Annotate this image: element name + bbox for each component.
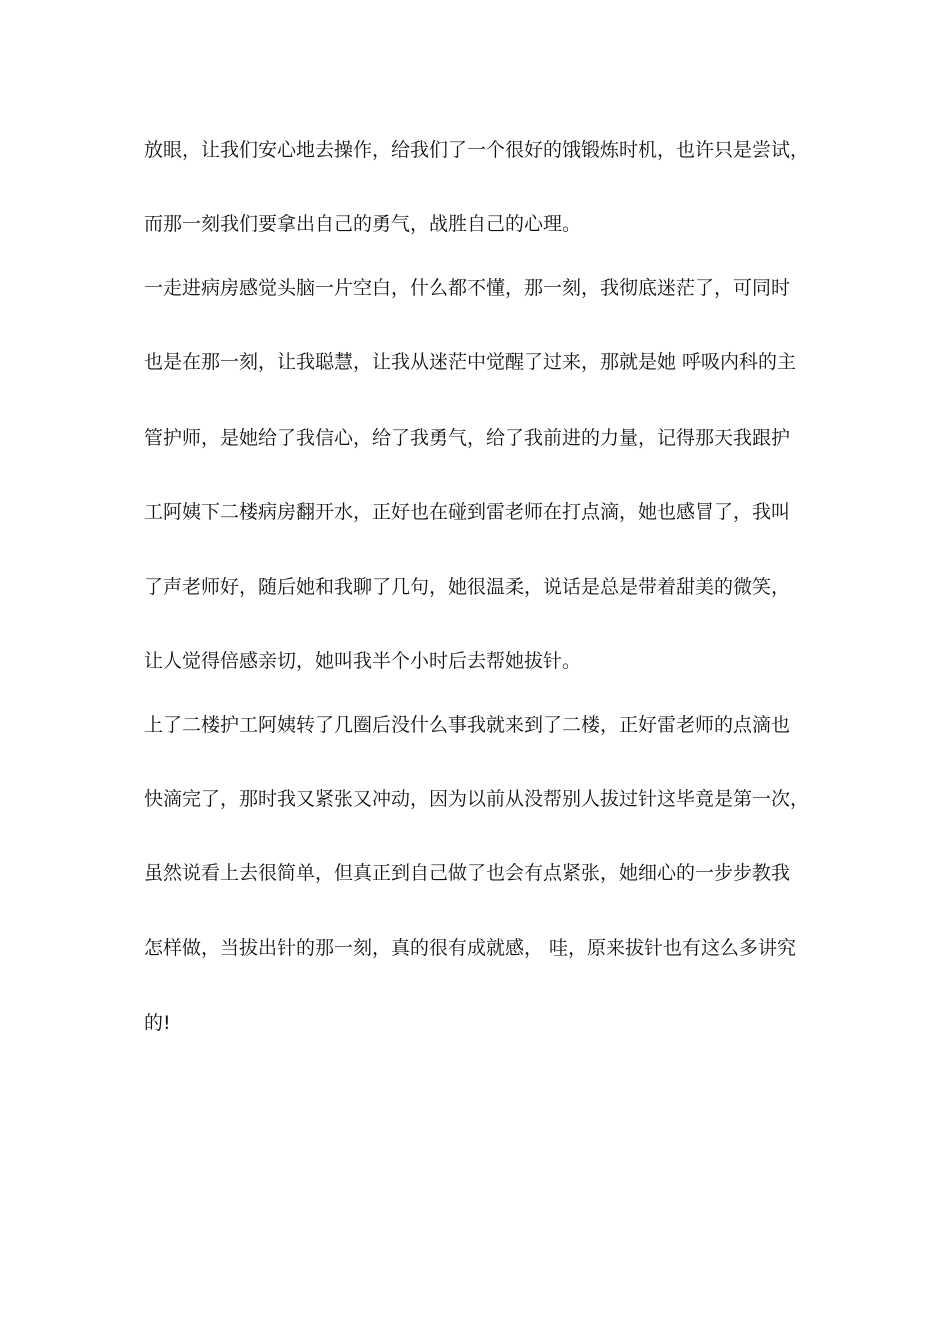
text-line-12: 怎样做，当拔出针的那一刻，真的很有成就感， 哇，原来拔针也有这么多讲究	[144, 937, 797, 959]
text-line-11: 虽然说看上去很简单，但真正到自己做了也会有点紧张，她细心的一步步教我	[144, 862, 791, 884]
text-line-10: 快滴完了，那时我又紧张又冲动，因为以前从没帮别人拔过针这毕竟是第一次，	[144, 788, 810, 810]
text-line-5: 管护师，是她给了我信心，给了我勇气，给了我前进的力量，记得那天我跟护	[144, 427, 791, 449]
text-line-4: 也是在那一刻，让我聪慧，让我从迷茫中觉醒了过来，那就是她 呼吸内科的主	[144, 351, 797, 373]
text-line-9: 上了二楼护工阿姨转了几圈后没什么事我就来到了二楼，正好雷老师的点滴也	[144, 714, 791, 736]
text-line-7: 了声老师好，随后她和我聊了几句，她很温柔，说话是总是带着甜美的微笑，	[144, 576, 791, 598]
text-line-2: 而那一刻我们要拿出自己的勇气，战胜自己的心理。	[144, 213, 582, 235]
text-line-8: 让人觉得倍感亲切，她叫我半个小时后去帮她拔针。	[144, 650, 582, 672]
text-line-3: 一走进病房感觉头脑一片空白，什么都不懂，那一刻，我彻底迷茫了，可同时	[144, 277, 791, 299]
text-line-1: 放眼，让我们安心地去操作，给我们了一个很好的饿锻炼时机，也许只是尝试，	[144, 139, 810, 161]
text-line-13: 的!	[144, 1012, 171, 1034]
text-line-6: 工阿姨下二楼病房翻开水，正好也在碰到雷老师在打点滴，她也感冒了，我叫	[144, 501, 791, 523]
